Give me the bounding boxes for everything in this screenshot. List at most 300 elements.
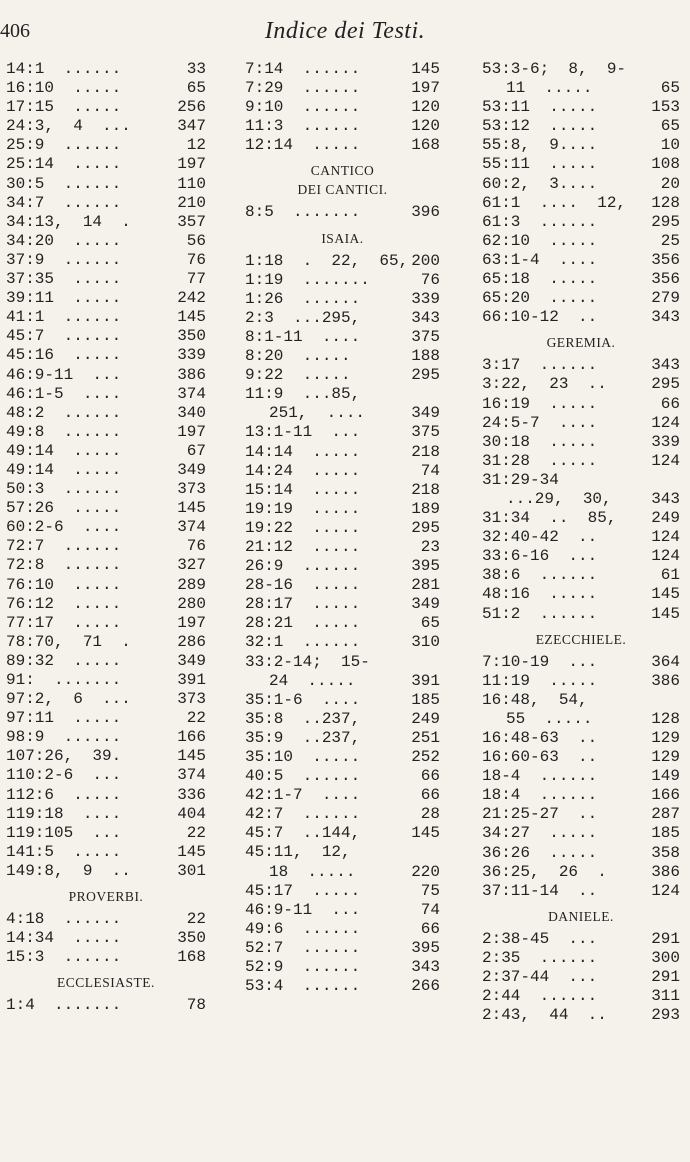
index-entry	[6, 346, 206, 365]
verse-reference: 14:34 .....	[6, 929, 122, 948]
index-entry	[6, 929, 206, 948]
page-reference: 295	[411, 366, 440, 385]
index-column-1	[6, 60, 206, 1015]
section-heading: ISAIA.	[321, 230, 364, 246]
verse-reference: 2:37-44 ...	[482, 968, 598, 987]
page-reference: 23	[420, 537, 440, 556]
verse-reference: 119:18 ....	[6, 804, 122, 823]
verse-reference: 53:12 .....	[482, 117, 598, 136]
index-entry	[6, 537, 206, 556]
verse-reference: 19:19 .....	[245, 499, 361, 518]
page-reference: 149	[651, 767, 680, 786]
page-reference: 145	[411, 824, 440, 843]
index-entry	[482, 356, 680, 375]
index-entry	[482, 136, 680, 155]
index-entry	[482, 987, 680, 1006]
verse-reference: 55:8, 9....	[482, 136, 598, 155]
verse-reference: 65:20 .....	[482, 289, 598, 308]
verse-reference: 25:14 .....	[6, 155, 122, 174]
verse-reference: 8:20 .....	[245, 347, 351, 366]
index-entry	[482, 605, 680, 624]
index-entry	[482, 433, 680, 452]
index-entry	[482, 289, 680, 308]
page-reference: 343	[411, 308, 440, 327]
index-entry	[245, 786, 440, 805]
verse-reference: 32:40-42 ..	[482, 528, 598, 547]
index-entry-continuation	[482, 710, 680, 729]
page-reference: 66	[420, 919, 440, 938]
page-reference: 166	[651, 786, 680, 805]
verse-reference: 16:48, 54,	[482, 690, 588, 709]
verse-reference: 66:10-12 ..	[482, 308, 598, 327]
verse-reference: 110:2-6 ...	[6, 766, 122, 785]
page-reference: 404	[177, 804, 206, 823]
page-reference: 74	[420, 461, 440, 480]
index-entry	[482, 824, 680, 843]
index-entry	[6, 423, 206, 442]
verse-reference: 18 .....	[269, 862, 356, 881]
index-entry	[6, 728, 206, 747]
index-entry	[245, 767, 440, 786]
verse-reference: 77:17 .....	[6, 613, 122, 632]
page-reference: 343	[651, 356, 680, 375]
index-entry	[245, 98, 440, 117]
page-reference: 340	[177, 403, 206, 422]
page-reference: 252	[411, 748, 440, 766]
verse-reference: 35:9 ..237,	[245, 728, 361, 747]
verse-reference: 36:26 .....	[482, 843, 598, 862]
index-entry	[482, 395, 680, 414]
page-reference: 301	[177, 861, 206, 880]
verse-reference: 8:5 .......	[245, 203, 361, 222]
page-reference: 343	[651, 489, 680, 508]
page-reference: 266	[411, 977, 440, 996]
page-reference: 74	[420, 900, 440, 919]
verse-reference: 2:3 ...295,	[245, 308, 361, 327]
index-entry	[245, 614, 440, 633]
index-entry-continuation	[482, 490, 680, 509]
index-entry	[6, 652, 206, 671]
verse-reference: 32:1 ......	[245, 633, 361, 652]
index-entry	[6, 289, 206, 308]
page-reference: 391	[411, 671, 440, 690]
page-reference: 350	[177, 929, 206, 948]
index-entry	[482, 691, 680, 710]
page-reference: 66	[420, 786, 440, 805]
page-reference: 185	[411, 690, 440, 709]
verse-reference: 28:17 .....	[245, 595, 361, 614]
verse-reference: 149:8, 9 ..	[6, 861, 131, 880]
page-reference: 20	[660, 174, 680, 193]
index-entry	[6, 576, 206, 595]
page-reference: 347	[177, 117, 206, 136]
verse-reference: 78:70, 71 .	[6, 632, 131, 651]
page-reference: 310	[411, 633, 440, 652]
index-entry-continuation	[245, 863, 440, 882]
index-entry	[245, 423, 440, 442]
page-reference: 281	[411, 576, 440, 595]
verse-reference: 42:7 ......	[245, 805, 361, 824]
index-entry	[6, 786, 206, 805]
index-entry	[245, 576, 440, 595]
index-entry	[245, 309, 440, 328]
index-entry	[245, 79, 440, 98]
page-reference: 291	[651, 968, 680, 987]
index-entry	[245, 481, 440, 500]
page-reference: 185	[651, 824, 680, 843]
verse-reference: 4:18 ......	[6, 910, 122, 929]
index-entry	[245, 290, 440, 309]
index-entry	[482, 968, 680, 987]
index-entry	[482, 194, 680, 213]
index-entry	[482, 452, 680, 471]
page-reference: 145	[177, 308, 206, 327]
index-entry	[6, 843, 206, 862]
index-entry	[245, 347, 440, 366]
verse-reference: 107:26, 39.	[6, 747, 122, 766]
index-entry	[6, 518, 206, 537]
page-reference: 256	[177, 98, 206, 117]
index-entry	[6, 862, 206, 881]
page-reference: 356	[651, 250, 680, 269]
index-entry	[482, 308, 680, 327]
index-entry	[245, 538, 440, 557]
page-reference: 287	[651, 805, 680, 824]
page-reference: 395	[411, 938, 440, 957]
page-reference: 289	[177, 575, 206, 594]
page-reference: 76	[186, 537, 206, 556]
page-reference: 280	[177, 594, 206, 613]
page-reference: 374	[177, 766, 206, 785]
page-reference: 373	[177, 480, 206, 499]
index-entry-continuation	[245, 404, 440, 423]
page-reference: 33	[186, 60, 206, 78]
page-reference: 374	[177, 518, 206, 537]
page-reference: 336	[177, 785, 206, 804]
index-entry	[245, 595, 440, 614]
verse-reference: 141:5 .....	[6, 842, 122, 861]
index-entry	[6, 385, 206, 404]
verse-reference: 31:34 .. 85,	[482, 509, 617, 528]
index-entry	[245, 385, 440, 404]
verse-reference: 19:22 .....	[245, 518, 361, 537]
page-reference: 124	[651, 528, 680, 547]
page-reference: 386	[651, 671, 680, 690]
index-entry	[6, 480, 206, 499]
index-entry	[482, 98, 680, 117]
verse-reference: 42:1-7 ....	[245, 786, 361, 805]
index-entry	[6, 614, 206, 633]
index-entry	[245, 729, 440, 748]
section-heading: CANTICO DEI CANTICI.	[297, 163, 388, 198]
index-entry	[6, 709, 206, 728]
verse-reference: 46:9-11 ...	[245, 900, 361, 919]
page-reference: 75	[420, 881, 440, 900]
page-reference: 343	[411, 958, 440, 977]
verse-reference: 45:16 .....	[6, 346, 122, 365]
index-entry	[245, 805, 440, 824]
index-entry	[6, 60, 206, 79]
verse-reference: 15:3 ......	[6, 948, 122, 967]
index-entry	[482, 653, 680, 672]
verse-reference: 48:2 ......	[6, 403, 122, 422]
verse-reference: 37:9 ......	[6, 250, 122, 269]
page-reference: 386	[177, 365, 206, 384]
index-entry	[245, 117, 440, 136]
index-entry	[245, 939, 440, 958]
index-entry	[482, 748, 680, 767]
verse-reference: 60:2, 3....	[482, 174, 598, 193]
page-reference: 25	[660, 231, 680, 250]
verse-reference: 18-4 ......	[482, 767, 598, 786]
page-reference: 145	[177, 499, 206, 518]
verse-reference: 11:19 .....	[482, 671, 598, 690]
index-entry	[245, 271, 440, 290]
page-reference: 286	[177, 632, 206, 651]
index-entry	[482, 1006, 680, 1025]
page-reference: 56	[186, 231, 206, 250]
page-reference: 349	[177, 651, 206, 670]
index-entry	[6, 747, 206, 766]
verse-reference: 18:4 ......	[482, 786, 598, 805]
verse-reference: 13:1-11 ...	[245, 423, 361, 442]
index-entry	[6, 633, 206, 652]
verse-reference: 15:14 .....	[245, 480, 361, 499]
index-entry	[245, 557, 440, 576]
verse-reference: 76:12 .....	[6, 594, 122, 613]
verse-reference: 52:7 ......	[245, 938, 361, 957]
page-reference: 251	[411, 728, 440, 747]
verse-reference: 57:26 .....	[6, 499, 122, 518]
verse-reference: 60:2-6 ....	[6, 518, 122, 537]
index-entry	[482, 471, 680, 490]
verse-reference: 12:14 .....	[245, 136, 361, 155]
page-reference: 120	[411, 98, 440, 117]
page-reference: 291	[651, 929, 680, 948]
index-entry	[245, 633, 440, 652]
verse-reference: ...29, 30,	[506, 489, 612, 508]
index-entry	[245, 882, 440, 901]
verse-reference: 2:38-45 ...	[482, 929, 598, 948]
index-entry	[245, 691, 440, 710]
index-entry	[6, 232, 206, 251]
page-reference: 188	[411, 347, 440, 366]
page-reference: 145	[651, 585, 680, 604]
page-title: Indice dei Testi.	[264, 18, 426, 44]
index-column-3	[482, 60, 680, 1025]
page-reference: 373	[177, 690, 206, 709]
index-entry	[245, 60, 440, 79]
verse-reference: 37:35 .....	[6, 270, 122, 289]
index-entry	[245, 328, 440, 347]
index-entry	[482, 232, 680, 251]
index-entry	[245, 920, 440, 939]
verse-reference: 45:11, 12,	[245, 843, 351, 862]
page-reference: 356	[651, 270, 680, 289]
page-reference: 145	[411, 60, 440, 78]
page-reference: 375	[411, 327, 440, 346]
verse-reference: 2:43, 44 ..	[482, 1006, 607, 1025]
index-entry	[245, 710, 440, 729]
index-entry	[6, 499, 206, 518]
page-reference: 200	[411, 251, 440, 270]
index-entry	[482, 863, 680, 882]
index-column-2	[245, 60, 440, 996]
verse-reference: 35:10 .....	[245, 748, 361, 766]
verse-reference: 1:18 . 22, 65,	[245, 251, 409, 270]
page-reference: 339	[651, 432, 680, 451]
index-entry	[6, 327, 206, 346]
verse-reference: 26:9 ......	[245, 557, 361, 576]
verse-reference: 112:6 .....	[6, 785, 122, 804]
verse-reference: 1:4 .......	[6, 996, 122, 1015]
verse-reference: 34:13, 14 .	[6, 212, 131, 231]
index-entry	[482, 547, 680, 566]
verse-reference: 55:11 .....	[482, 155, 598, 174]
verse-reference: 45:7 ..144,	[245, 824, 361, 843]
index-entry	[245, 203, 440, 222]
verse-reference: 17:15 .....	[6, 98, 122, 117]
page-reference: 197	[411, 79, 440, 98]
verse-reference: 49:8 ......	[6, 422, 122, 441]
index-entry	[482, 270, 680, 289]
verse-reference: 46:1-5 ....	[6, 384, 122, 403]
page-reference: 124	[651, 413, 680, 432]
index-entry	[482, 949, 680, 968]
verse-reference: 3:22, 23 ..	[482, 375, 607, 394]
page-reference: 22	[186, 823, 206, 842]
index-entry	[6, 690, 206, 709]
page-reference: 66	[420, 767, 440, 786]
verse-reference: 16:60-63 ..	[482, 748, 598, 767]
page-reference: 197	[177, 613, 206, 632]
index-entry	[6, 404, 206, 423]
verse-reference: 14:1 ......	[6, 60, 122, 78]
verse-reference: 11:3 ......	[245, 117, 361, 136]
verse-reference: 72:8 ......	[6, 556, 122, 575]
verse-reference: 1:26 ......	[245, 289, 361, 308]
index-entry	[6, 910, 206, 929]
page-reference: 242	[177, 289, 206, 308]
verse-reference: 53:3-6; 8, 9-	[482, 60, 627, 78]
index-entry	[245, 748, 440, 767]
page-reference: 65	[186, 79, 206, 98]
page-reference: 364	[651, 652, 680, 671]
verse-reference: 49:14 .....	[6, 460, 122, 479]
page-reference: 327	[177, 556, 206, 575]
page-reference: 295	[411, 518, 440, 537]
verse-reference: 65:18 .....	[482, 270, 598, 289]
page-number: 406	[0, 20, 30, 42]
page-reference: 197	[177, 422, 206, 441]
page-reference: 249	[651, 509, 680, 528]
index-entry	[482, 805, 680, 824]
page-reference: 343	[651, 308, 680, 327]
verse-reference: 45:17 .....	[245, 881, 361, 900]
page-reference: 279	[651, 289, 680, 308]
page-reference: 145	[177, 747, 206, 766]
index-entry	[6, 136, 206, 155]
verse-reference: 91: .......	[6, 671, 122, 689]
index-entry	[6, 98, 206, 117]
page-reference: 350	[177, 327, 206, 346]
index-entry	[482, 251, 680, 270]
page-reference: 295	[651, 212, 680, 231]
verse-reference: 38:6 ......	[482, 566, 598, 585]
verse-reference: 48:16 .....	[482, 585, 598, 604]
index-entry	[482, 117, 680, 136]
verse-reference: 9:10 ......	[245, 98, 361, 117]
page-reference: 65	[660, 79, 680, 98]
page-reference: 67	[186, 441, 206, 460]
verse-reference: 62:10 .....	[482, 231, 598, 250]
page-reference: 339	[411, 289, 440, 308]
verse-reference: 7:10-19 ...	[482, 652, 598, 671]
page-reference: 28	[420, 805, 440, 824]
verse-reference: 28-16 .....	[245, 576, 361, 595]
index-entry	[482, 175, 680, 194]
index-entry	[245, 843, 440, 862]
verse-reference: 39:11 .....	[6, 289, 122, 308]
index-entry	[6, 824, 206, 843]
verse-reference: 33:6-16 ...	[482, 547, 598, 566]
page-reference: 374	[177, 384, 206, 403]
verse-reference: 40:5 ......	[245, 767, 361, 786]
index-entry	[245, 901, 440, 920]
page-reference: 168	[411, 136, 440, 155]
verse-reference: 24 .....	[269, 671, 356, 690]
index-entry	[245, 653, 440, 672]
verse-reference: 31:29-34	[482, 470, 559, 489]
index-entry-continuation	[482, 79, 680, 98]
page-reference: 166	[177, 728, 206, 747]
index-entry	[6, 270, 206, 289]
verse-reference: 16:48-63 ..	[482, 729, 598, 747]
page-reference: 124	[651, 451, 680, 470]
verse-reference: 37:11-14 ..	[482, 881, 598, 900]
section-heading: EZECCHIELE.	[535, 631, 627, 647]
page-reference: 386	[651, 862, 680, 881]
index-entry	[6, 595, 206, 614]
index-entry	[482, 155, 680, 174]
index-entry	[482, 528, 680, 547]
page-reference: 12	[186, 136, 206, 155]
index-entry	[482, 729, 680, 748]
index-entry	[245, 462, 440, 481]
page-reference: 153	[651, 98, 680, 117]
verse-reference: 30:18 .....	[482, 432, 598, 451]
index-entry-continuation	[245, 672, 440, 691]
page-reference: 76	[186, 250, 206, 269]
verse-reference: 34:7 ......	[6, 193, 122, 212]
index-entry	[6, 308, 206, 327]
verse-reference: 9:22 .....	[245, 366, 351, 385]
verse-reference: 2:35 ......	[482, 948, 598, 967]
verse-reference: 24:5-7 ....	[482, 413, 598, 432]
verse-reference: 28:21 .....	[245, 614, 361, 633]
page-reference: 218	[411, 442, 440, 461]
page-reference: 128	[651, 709, 680, 728]
page-reference: 124	[651, 881, 680, 900]
page-reference: 61	[660, 566, 680, 585]
verse-reference: 16:19 .....	[482, 394, 598, 413]
page-reference: 128	[651, 193, 680, 212]
index-entry	[6, 556, 206, 575]
index-entry	[6, 155, 206, 174]
index-entry	[482, 375, 680, 394]
section-heading: ECCLESIASTE.	[57, 975, 155, 991]
index-entry	[482, 585, 680, 604]
